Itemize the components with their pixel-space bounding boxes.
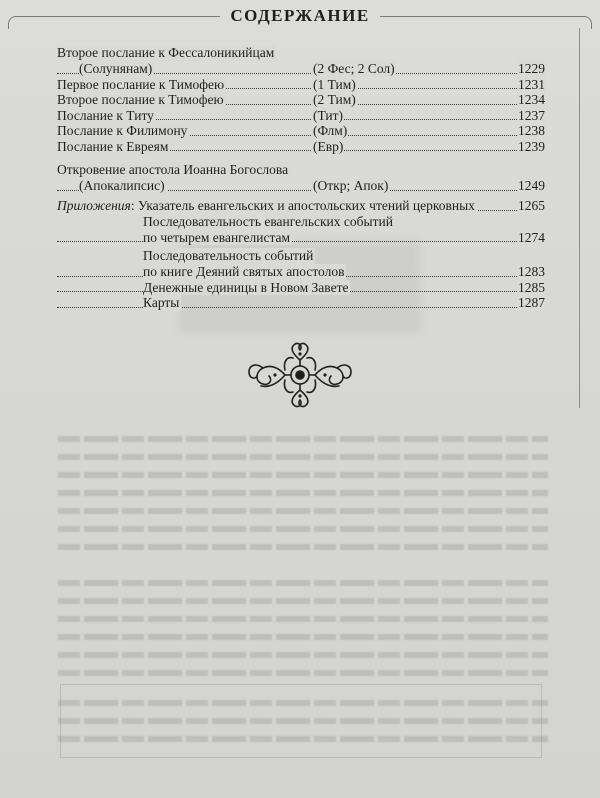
toc-entry-name: Второе послание к Фессалоникийцам <box>57 45 275 60</box>
toc-entry-page: 1283 <box>518 264 545 279</box>
toc-entry-abbreviation: (Евр) <box>313 138 344 154</box>
appendix-label: Приложения <box>57 198 131 213</box>
appendix-item-name: по книге Деяний святых апостолов <box>143 264 345 279</box>
toc-entry[interactable] <box>57 139 545 155</box>
bleed-through-line <box>58 670 548 676</box>
bleed-through-line <box>58 526 548 532</box>
toc-entry-name: Первое послание к Тимофею <box>57 76 225 92</box>
appendix-item-name: Последовательность евангельских событий <box>143 213 393 229</box>
bleed-through-line <box>58 652 548 658</box>
toc-entry-page: 1239 <box>518 138 545 154</box>
toc-entry-page: 1234 <box>518 92 545 107</box>
page-title: СОДЕРЖАНИЕ <box>0 6 600 26</box>
toc-entry[interactable] <box>57 123 545 139</box>
toc-entry-page: 1274 <box>518 229 545 245</box>
table-of-contents <box>57 45 545 194</box>
toc-entry-name: Приложения: Указатель евангельских и апостольских чтений церковных <box>57 198 475 213</box>
bleed-through-frame <box>60 684 542 758</box>
bleed-through-line <box>58 490 548 496</box>
toc-entry[interactable] <box>57 45 545 61</box>
toc-entry[interactable] <box>57 280 545 296</box>
appendix-item-name: Денежные единицы в Новом Завете <box>143 279 349 295</box>
toc-entry-name: Послание к Титу <box>57 107 154 123</box>
appendix-item-name: Последовательность событий <box>143 248 314 263</box>
appendix-item-name: Карты <box>143 295 180 310</box>
toc-entry-page: 1229 <box>518 61 545 76</box>
bleed-through-line <box>58 472 548 478</box>
dot-leader <box>57 307 545 308</box>
toc-entry[interactable] <box>57 178 545 194</box>
bleed-through-line <box>58 508 548 514</box>
toc-entry[interactable] <box>57 248 545 264</box>
toc-entry[interactable] <box>57 77 545 93</box>
toc-entry-page: 1287 <box>518 295 545 310</box>
toc-entry-page: 1238 <box>518 123 545 138</box>
dot-leader <box>57 241 545 242</box>
toc-entry[interactable] <box>57 162 545 178</box>
toc-entry-name: (Апокалипсис) <box>79 178 165 193</box>
toc-entry-abbreviation: (2 Фес; 2 Сол) <box>313 61 395 76</box>
toc-entry-abbreviation: (Флм) <box>313 123 348 138</box>
toc-entry-abbreviation: (Откр; Апок) <box>313 178 389 193</box>
appendix-item-name: по четырем евангелистам <box>143 229 291 245</box>
floral-ornament-icon <box>245 340 355 410</box>
bleed-through-line <box>58 580 548 586</box>
appendix-item-name: Указатель евангельских и апостольских чтений церковных <box>137 198 475 213</box>
toc-entry-page: 1265 <box>518 198 545 213</box>
toc-entry-page: 1231 <box>518 76 545 92</box>
page-frame-right <box>579 28 580 408</box>
bleed-through-line <box>58 616 548 622</box>
toc-entry[interactable] <box>57 214 545 230</box>
toc-entry-name: Откровение апостола Иоанна Богослова <box>57 162 289 177</box>
bleed-through-line <box>58 544 548 550</box>
toc-entry-name: (Солунянам) <box>79 61 153 76</box>
appendix-section <box>57 198 545 311</box>
toc-entry-abbreviation: (2 Тим) <box>313 92 356 107</box>
toc-entry-abbreviation: (Тит) <box>313 107 344 123</box>
toc-entry[interactable] <box>57 92 545 108</box>
toc-entry-page: 1237 <box>518 107 545 123</box>
toc-entry-page: 1285 <box>518 279 545 295</box>
bleed-through-line <box>58 436 548 442</box>
toc-entry-abbreviation: (1 Тим) <box>313 76 356 92</box>
toc-entry[interactable] <box>57 230 545 246</box>
toc-entry[interactable] <box>57 264 545 280</box>
toc-entry[interactable] <box>57 61 545 77</box>
bleed-through-line <box>58 454 548 460</box>
toc-entry[interactable] <box>57 295 545 311</box>
toc-entry-name: Послание к Филимону <box>57 123 188 138</box>
toc-entry-page: 1249 <box>518 178 545 193</box>
bleed-through-line <box>58 598 548 604</box>
toc-entry-name: Второе послание к Тимофею <box>57 92 224 107</box>
toc-entry-name: Послание к Евреям <box>57 138 169 154</box>
toc-entry[interactable] <box>57 198 545 214</box>
toc-entry[interactable] <box>57 108 545 124</box>
bleed-through-line <box>58 634 548 640</box>
